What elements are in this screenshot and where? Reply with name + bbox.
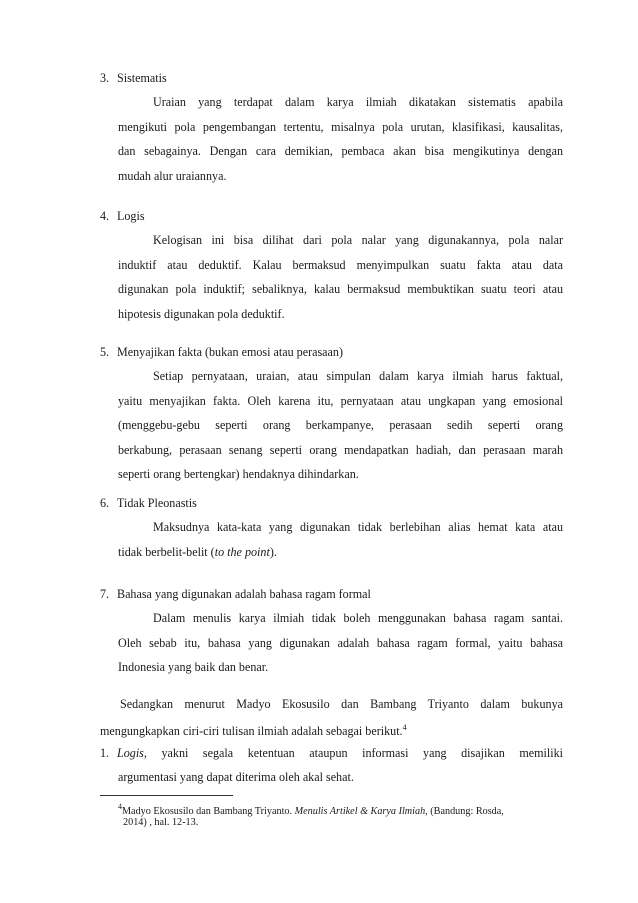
body-line: (menggebu-gebu seperti orang berkampanye, perasaan sedih seperti orang [118, 418, 563, 432]
list-item-term: Logis [117, 746, 144, 760]
list-item-title: Sistematis [117, 71, 167, 85]
body-line: Setiap pernyataan, uraian, atau simpulan dalam karya ilmiah harus faktual, [153, 369, 563, 383]
list-item-heading [100, 204, 563, 228]
list-item-body [118, 606, 563, 680]
list-item-heading [100, 66, 563, 90]
list-item-title: Bahasa yang digunakan adalah bahasa ragam formal [117, 587, 371, 601]
list-item-logis [100, 204, 563, 326]
body-line: argumentasi yang dapat diterima oleh akal sehat. [118, 770, 354, 784]
list-item-heading [100, 582, 563, 606]
footnote-mark: 4 [118, 802, 122, 811]
list-number: 5. [100, 345, 110, 359]
body-line: hipotesis digunakan pola deduktif. [118, 306, 285, 321]
body-text: tidak berbelit-belit ( [118, 544, 215, 559]
footnote-text: (Bandung: Rosda, [427, 806, 504, 817]
body-paragraph [100, 692, 563, 740]
body-line: Maksudnya kata-kata yang digunakan tidak berlebihan alias hemat kata atau [153, 520, 563, 534]
body-line: dan sebagainya. Dengan cara demikian, pembaca akan bisa mengikutinya dengan [118, 144, 563, 158]
body-line: yaitu menyajikan fakta. Oleh karena itu, pernyataan atau ungkapan yang emosional [118, 393, 563, 408]
body-line: seperti orang bertengkar) hendaknya dihindarkan. [118, 467, 359, 481]
body-line: digunakan pola induktif; sebaliknya, kalau bermaksud membuktikan suatu teori atau [118, 282, 563, 296]
list-item-heading [100, 491, 563, 515]
footnote-title: Menulis Artikel & Karya Ilmiah, [294, 806, 428, 817]
body-line: mudah alur uraiannya. [118, 168, 227, 183]
list-item-body [118, 765, 563, 790]
list-item-title: Menyajikan fakta (bukan emosi atau perasaan) [117, 345, 343, 359]
list-item-logis-2 [100, 741, 563, 790]
body-line: Oleh sebab itu, bahasa yang digunakan adalah bahasa ragam formal, yaitu bahasa [118, 635, 563, 650]
footnote-divider [100, 795, 233, 796]
body-line: Indonesia yang baik dan benar. [118, 660, 269, 674]
paragraph-line [100, 716, 563, 740]
list-item-body [118, 515, 563, 564]
list-item-sistematis [100, 66, 563, 188]
list-item-text: , yakni segala ketentuan ataupun informasi yang disajikan memiliki [143, 746, 563, 760]
body-line: Kelogisan ini bisa dilihat dari pola nalar yang digunakannya, pola nalar [153, 233, 563, 247]
list-item-body [118, 90, 563, 188]
body-line [118, 540, 563, 565]
list-number: 6. [100, 496, 110, 510]
list-item-menyajikan-fakta [100, 340, 563, 487]
list-number: 4. [100, 209, 110, 223]
paragraph-text: mengungkapkan ciri-ciri tulisan ilmiah adalah sebagai berikut. [100, 724, 403, 738]
list-item-title: Tidak Pleonastis [117, 496, 197, 510]
paragraph-line: Sedangkan menurut Madyo Ekosusilo dan Bambang Triyanto dalam bukunya [120, 697, 563, 711]
list-item-heading [100, 741, 563, 765]
list-item-title: Logis [117, 209, 145, 223]
italic-phrase: to the point [214, 544, 270, 559]
footnote-reference: 4 [402, 723, 407, 732]
body-line: berkabung, perasaan senang seperti orang mendapatkan hadiah, dan perasaan marah [118, 442, 563, 457]
footnote [100, 799, 563, 831]
footnote-line [100, 799, 563, 815]
list-number: 1. [100, 746, 110, 760]
body-line: Uraian yang terdapat dalam karya ilmiah dikatakan sistematis apabila [153, 95, 563, 109]
list-item-heading [100, 340, 563, 364]
footnote-text: Madyo Ekosusilo dan Bambang Triyanto. [122, 806, 295, 817]
list-number: 7. [100, 587, 110, 601]
list-item-tidak-pleonastis [100, 491, 563, 564]
list-number: 3. [100, 71, 110, 85]
body-line: mengikuti pola pengembangan tertentu, misalnya pola urutan, klasifikasi, kausalitas, [118, 119, 563, 134]
list-item-bahasa-formal [100, 582, 563, 680]
body-text: ). [269, 544, 277, 559]
list-item-body [118, 364, 563, 487]
list-item-body [118, 228, 563, 326]
body-line: induktif atau deduktif. Kalau bermaksud menyimpulkan suatu fakta atau data [118, 257, 563, 272]
body-line: Dalam menulis karya ilmiah tidak boleh menggunakan bahasa ragam santai. [153, 611, 563, 625]
footnote-line: 2014) , hal. 12-13. [123, 817, 199, 828]
